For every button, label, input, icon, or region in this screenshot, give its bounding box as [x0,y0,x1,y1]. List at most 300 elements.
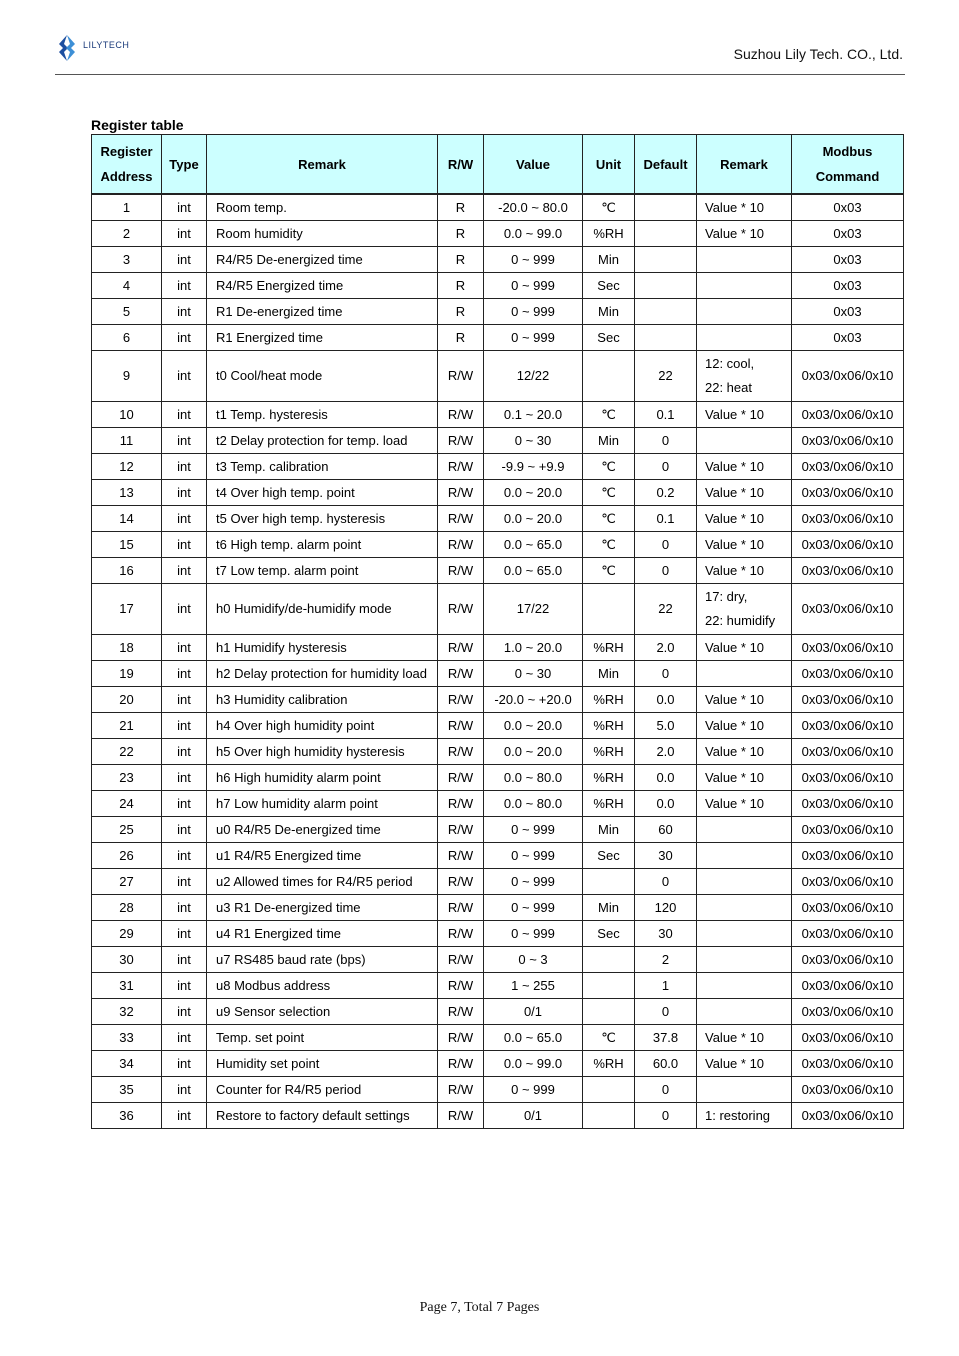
cell-modbus: 0x03/0x06/0x10 [792,817,904,843]
table-row [92,947,904,973]
cell-rw: R/W [438,532,484,558]
cell-unit: %RH [583,739,635,765]
cell-value: 0/1 [484,999,583,1025]
cell-value: 0.0 ~ 20.0 [484,739,583,765]
cell-value: 0 ~ 999 [484,247,583,273]
cell-rw: R/W [438,402,484,428]
table-row [92,247,904,273]
note-line: Value * 10 [705,744,765,759]
cell-default [635,299,697,325]
note-line: Value * 10 [705,1056,765,1071]
cell-remark: R1 De-energized time [207,299,438,325]
cell-address: 20 [92,687,162,713]
cell-unit: %RH [583,765,635,791]
cell-value: 0.0 ~ 65.0 [484,1025,583,1051]
cell-address: 17 [92,584,162,635]
cell-note [697,1077,792,1103]
note-line: Value * 10 [705,537,765,552]
cell-default: 2 [635,947,697,973]
cell-type: int [162,817,207,843]
cell-address: 32 [92,999,162,1025]
table-row [92,869,904,895]
cell-modbus: 0x03/0x06/0x10 [792,532,904,558]
cell-modbus: 0x03/0x06/0x10 [792,428,904,454]
cell-unit: Sec [583,843,635,869]
cell-remark: t3 Temp. calibration [207,454,438,480]
cell-rw: R/W [438,661,484,687]
table-row [92,687,904,713]
cell-note [697,247,792,273]
cell-type: int [162,247,207,273]
col-header-rw: R/W [438,135,484,195]
cell-note [697,299,792,325]
cell-unit: ℃ [583,194,635,221]
cell-address: 35 [92,1077,162,1103]
cell-address: 5 [92,299,162,325]
col-header-note: Remark [697,135,792,195]
cell-unit: %RH [583,635,635,661]
cell-type: int [162,947,207,973]
note-line: Value * 10 [705,796,765,811]
table-row [92,973,904,999]
cell-rw: R/W [438,584,484,635]
cell-modbus: 0x03/0x06/0x10 [792,506,904,532]
note-line: Value * 10 [705,511,765,526]
cell-value: 0 ~ 999 [484,1077,583,1103]
cell-address: 4 [92,273,162,299]
cell-remark: h0 Humidify/de-humidify mode [207,584,438,635]
cell-address: 24 [92,791,162,817]
cell-value: 0.0 ~ 65.0 [484,558,583,584]
cell-modbus: 0x03 [792,247,904,273]
cell-rw: R/W [438,635,484,661]
cell-address: 28 [92,895,162,921]
cell-default [635,325,697,351]
cell-address: 12 [92,454,162,480]
cell-type: int [162,532,207,558]
note-line: 12: cool, [705,356,755,371]
cell-rw: R [438,299,484,325]
cell-unit: Sec [583,921,635,947]
cell-default: 30 [635,921,697,947]
cell-modbus: 0x03/0x06/0x10 [792,480,904,506]
cell-address: 22 [92,739,162,765]
cell-type: int [162,921,207,947]
cell-rw: R/W [438,506,484,532]
cell-rw: R/W [438,739,484,765]
cell-remark: Temp. set point [207,1025,438,1051]
cell-rw: R [438,247,484,273]
cell-type: int [162,1025,207,1051]
cell-unit [583,869,635,895]
cell-default: 0 [635,428,697,454]
table-row [92,1025,904,1051]
cell-address: 21 [92,713,162,739]
cell-modbus: 0x03 [792,194,904,221]
cell-default: 0.1 [635,402,697,428]
cell-type: int [162,635,207,661]
cell-address: 13 [92,480,162,506]
cell-default: 1 [635,973,697,999]
table-row [92,299,904,325]
col-header-unit: Unit [583,135,635,195]
cell-remark: u4 R1 Energized time [207,921,438,947]
col-header-remark: Remark [207,135,438,195]
cell-address: 11 [92,428,162,454]
cell-type: int [162,1051,207,1077]
cell-remark: u3 R1 De-energized time [207,895,438,921]
cell-type: int [162,661,207,687]
cell-modbus: 0x03/0x06/0x10 [792,402,904,428]
cell-remark: t2 Delay protection for temp. load [207,428,438,454]
cell-modbus: 0x03 [792,221,904,247]
cell-type: int [162,791,207,817]
cell-rw: R/W [438,895,484,921]
table-row [92,351,904,402]
cell-address: 1 [92,194,162,221]
cell-unit: ℃ [583,454,635,480]
logo-text: LILYTECH [83,40,130,50]
cell-unit [583,351,635,402]
table-row [92,325,904,351]
cell-rw: R/W [438,921,484,947]
register-table [91,134,904,1129]
cell-rw: R/W [438,428,484,454]
cell-rw: R/W [438,869,484,895]
cell-unit: Min [583,817,635,843]
note-line: Value * 10 [705,226,765,241]
cell-rw: R/W [438,947,484,973]
cell-default: 0 [635,661,697,687]
cell-type: int [162,739,207,765]
cell-address: 18 [92,635,162,661]
cell-unit: Sec [583,273,635,299]
cell-remark: R1 Energized time [207,325,438,351]
cell-default: 22 [635,351,697,402]
cell-address: 36 [92,1103,162,1129]
cell-unit: %RH [583,713,635,739]
cell-unit: ℃ [583,532,635,558]
cell-remark: h6 High humidity alarm point [207,765,438,791]
cell-note [697,765,792,791]
table-row [92,921,904,947]
cell-unit [583,1103,635,1129]
cell-address: 10 [92,402,162,428]
cell-type: int [162,402,207,428]
cell-note [697,402,792,428]
cell-address: 31 [92,973,162,999]
cell-modbus: 0x03/0x06/0x10 [792,1077,904,1103]
cell-value: 0/1 [484,1103,583,1129]
cell-note [697,558,792,584]
note-line: Value * 10 [705,200,765,215]
cell-modbus: 0x03/0x06/0x10 [792,895,904,921]
cell-value: -20.0 ~ 80.0 [484,194,583,221]
note-line: Value * 10 [705,1030,765,1045]
cell-unit: ℃ [583,480,635,506]
cell-type: int [162,194,207,221]
cell-value: 0.0 ~ 20.0 [484,713,583,739]
cell-unit: Min [583,661,635,687]
cell-rw: R/W [438,765,484,791]
cell-rw: R/W [438,687,484,713]
cell-unit: ℃ [583,506,635,532]
cell-type: int [162,1077,207,1103]
cell-rw: R/W [438,713,484,739]
cell-modbus: 0x03/0x06/0x10 [792,843,904,869]
table-row [92,791,904,817]
cell-value: 12/22 [484,351,583,402]
cell-remark: t7 Low temp. alarm point [207,558,438,584]
cell-value: 0.0 ~ 20.0 [484,506,583,532]
col-header-modbus: Modbus Command [792,135,904,195]
cell-default: 0 [635,1103,697,1129]
cell-value: 0.0 ~ 65.0 [484,532,583,558]
cell-remark: h7 Low humidity alarm point [207,791,438,817]
table-row [92,999,904,1025]
cell-type: int [162,273,207,299]
cell-unit [583,947,635,973]
cell-default: 30 [635,843,697,869]
table-header-row [92,135,904,195]
cell-modbus: 0x03/0x06/0x10 [792,869,904,895]
cell-modbus: 0x03/0x06/0x10 [792,713,904,739]
cell-value: -9.9 ~ +9.9 [484,454,583,480]
note-line: Value * 10 [705,563,765,578]
cell-default: 0 [635,558,697,584]
cell-remark: u9 Sensor selection [207,999,438,1025]
cell-default: 60 [635,817,697,843]
cell-modbus: 0x03/0x06/0x10 [792,351,904,402]
cell-value: 0 ~ 999 [484,869,583,895]
cell-modbus: 0x03 [792,273,904,299]
note-line: 1: restoring [705,1108,771,1123]
table-row [92,713,904,739]
company-logo [55,34,129,62]
cell-address: 9 [92,351,162,402]
cell-note [697,739,792,765]
cell-rw: R/W [438,973,484,999]
cell-type: int [162,687,207,713]
cell-value: 0 ~ 3 [484,947,583,973]
table-row [92,895,904,921]
cell-value: 0.0 ~ 99.0 [484,221,583,247]
cell-note [697,921,792,947]
cell-rw: R [438,194,484,221]
col-header-default: Default [635,135,697,195]
cell-default: 5.0 [635,713,697,739]
cell-rw: R/W [438,454,484,480]
cell-unit: %RH [583,221,635,247]
cell-type: int [162,584,207,635]
table-title: Register table [91,117,184,133]
page-footer: Page 7, Total 7 Pages [419,1300,540,1315]
cell-value: 0 ~ 30 [484,428,583,454]
cell-remark: h2 Delay protection for humidity load [207,661,438,687]
cell-modbus: 0x03/0x06/0x10 [792,1025,904,1051]
cell-rw: R [438,273,484,299]
cell-unit: %RH [583,687,635,713]
cell-unit: %RH [583,1051,635,1077]
note-line: Value * 10 [705,407,765,422]
table-row [92,506,904,532]
cell-unit: Min [583,895,635,921]
cell-address: 30 [92,947,162,973]
cell-default [635,221,697,247]
cell-default: 0 [635,869,697,895]
cell-rw: R/W [438,1051,484,1077]
cell-type: int [162,765,207,791]
cell-unit [583,999,635,1025]
cell-type: int [162,843,207,869]
cell-default: 0.0 [635,687,697,713]
cell-note [697,687,792,713]
cell-remark: u7 RS485 baud rate (bps) [207,947,438,973]
cell-rw: R/W [438,1025,484,1051]
cell-type: int [162,895,207,921]
cell-remark: Restore to factory default settings [207,1103,438,1129]
company-name: Suzhou Lily Tech. CO., Ltd. [733,46,903,62]
cell-remark: t4 Over high temp. point [207,480,438,506]
cell-modbus: 0x03/0x06/0x10 [792,1103,904,1129]
cell-note [697,843,792,869]
cell-remark: u0 R4/R5 De-energized time [207,817,438,843]
cell-address: 27 [92,869,162,895]
cell-address: 26 [92,843,162,869]
cell-note [697,1103,792,1129]
cell-default: 0 [635,999,697,1025]
cell-default: 0 [635,454,697,480]
lilytech-logo-icon [55,34,79,62]
cell-modbus: 0x03/0x06/0x10 [792,454,904,480]
table-row [92,402,904,428]
table-row [92,843,904,869]
cell-remark: h5 Over high humidity hysteresis [207,739,438,765]
col-header-address: Register Address [92,135,162,195]
note-line: Value * 10 [705,640,765,655]
table-row [92,273,904,299]
cell-value: 0 ~ 999 [484,299,583,325]
cell-value: 0 ~ 999 [484,921,583,947]
cell-remark: h4 Over high humidity point [207,713,438,739]
cell-unit: Min [583,247,635,273]
cell-remark: u1 R4/R5 Energized time [207,843,438,869]
cell-value: 0.0 ~ 80.0 [484,791,583,817]
cell-modbus: 0x03/0x06/0x10 [792,635,904,661]
cell-note [697,817,792,843]
table-row [92,817,904,843]
cell-remark: h1 Humidify hysteresis [207,635,438,661]
cell-default: 0 [635,1077,697,1103]
cell-modbus: 0x03/0x06/0x10 [792,791,904,817]
cell-address: 25 [92,817,162,843]
cell-modbus: 0x03/0x06/0x10 [792,765,904,791]
cell-default [635,247,697,273]
note-line: 22: heat [705,380,752,395]
cell-address: 23 [92,765,162,791]
cell-remark: Room temp. [207,194,438,221]
cell-address: 29 [92,921,162,947]
cell-default: 0.2 [635,480,697,506]
table-row [92,635,904,661]
cell-rw: R [438,325,484,351]
cell-note [697,999,792,1025]
cell-value: 0 ~ 999 [484,895,583,921]
cell-modbus: 0x03/0x06/0x10 [792,999,904,1025]
cell-unit: Min [583,299,635,325]
cell-value: 0 ~ 999 [484,325,583,351]
cell-value: 0 ~ 999 [484,843,583,869]
cell-default: 2.0 [635,739,697,765]
cell-address: 33 [92,1025,162,1051]
cell-unit [583,584,635,635]
cell-unit [583,973,635,999]
cell-unit: Min [583,428,635,454]
cell-note [697,635,792,661]
note-line: Value * 10 [705,692,765,707]
cell-note [697,221,792,247]
cell-remark: t0 Cool/heat mode [207,351,438,402]
cell-type: int [162,506,207,532]
cell-modbus: 0x03 [792,299,904,325]
cell-address: 6 [92,325,162,351]
cell-rw: R/W [438,1077,484,1103]
cell-note [697,791,792,817]
cell-default: 37.8 [635,1025,697,1051]
table-row [92,765,904,791]
cell-rw: R/W [438,843,484,869]
table-row [92,532,904,558]
cell-remark: Humidity set point [207,1051,438,1077]
cell-address: 16 [92,558,162,584]
cell-rw: R/W [438,480,484,506]
col-header-value: Value [484,135,583,195]
cell-type: int [162,221,207,247]
cell-note [697,1025,792,1051]
cell-value: 1 ~ 255 [484,973,583,999]
cell-address: 14 [92,506,162,532]
cell-remark: R4/R5 Energized time [207,273,438,299]
table-row [92,1051,904,1077]
cell-rw: R/W [438,558,484,584]
cell-type: int [162,454,207,480]
cell-note [697,584,792,635]
cell-note [697,480,792,506]
cell-rw: R/W [438,999,484,1025]
cell-value: 1.0 ~ 20.0 [484,635,583,661]
cell-default: 0 [635,532,697,558]
cell-modbus: 0x03/0x06/0x10 [792,1051,904,1077]
note-line: Value * 10 [705,718,765,733]
note-line: Value * 10 [705,770,765,785]
cell-type: int [162,973,207,999]
page-header [55,30,905,75]
cell-default: 120 [635,895,697,921]
cell-unit: ℃ [583,402,635,428]
cell-type: int [162,869,207,895]
cell-remark: t6 High temp. alarm point [207,532,438,558]
cell-note [697,428,792,454]
cell-default: 0.0 [635,765,697,791]
cell-modbus: 0x03/0x06/0x10 [792,973,904,999]
cell-value: 0 ~ 999 [484,273,583,299]
cell-rw: R [438,221,484,247]
cell-note [697,506,792,532]
cell-default [635,273,697,299]
cell-type: int [162,713,207,739]
cell-default [635,194,697,221]
cell-default: 22 [635,584,697,635]
